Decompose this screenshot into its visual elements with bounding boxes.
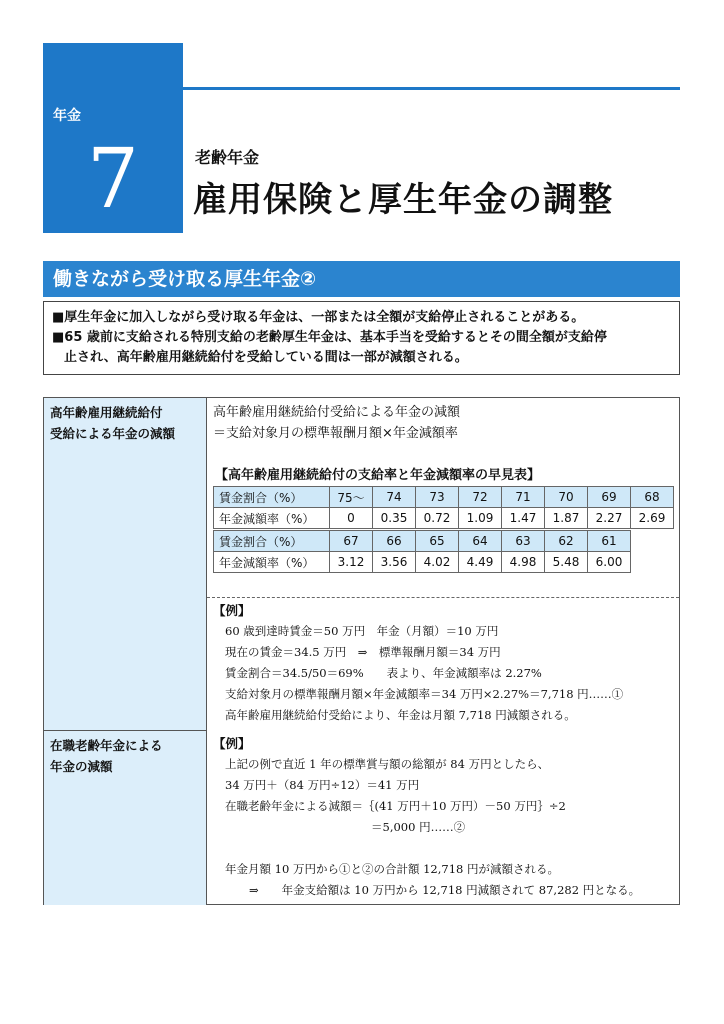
table-cell: 70 [545, 487, 588, 508]
summary-line-3: 止され、高年齢雇用継続給付を受給している間は一部が減額される。 [64, 350, 468, 365]
table-row [214, 508, 674, 529]
chapter-category: 年金 [53, 108, 81, 124]
table-cell: 0.35 [373, 508, 416, 529]
table-cell: 2.69 [631, 508, 674, 529]
example-1-line: 支給対象月の標準報酬月額×年金減額率＝34 万円×2.27%＝7,718 円……① [225, 687, 624, 701]
page-title: 雇用保険と厚生年金の調整 [193, 180, 613, 220]
formula-line-1: 高年齢雇用継続給付受給による年金の減額 [213, 405, 461, 420]
table-cell: 74 [373, 487, 416, 508]
table-cell: 75～ [330, 487, 373, 508]
table-cell: 3.56 [373, 552, 416, 573]
table-cell: 6.00 [588, 552, 631, 573]
row2-label-line-2: 年金の減額 [50, 759, 113, 774]
table-cell: 4.49 [459, 552, 502, 573]
table-header-cell: 年金減額率（%） [214, 552, 330, 573]
summary-line-2: ■65 歳前に支給される特別支給の老齢厚生年金は、基本手当を受給するとその間全額が支給停 [52, 330, 607, 345]
chapter-number: 7 [86, 132, 140, 227]
page-subtitle: 老齢年金 [195, 148, 260, 167]
rate-table-2 [213, 530, 631, 573]
table-header-cell: 年金減額率（%） [214, 508, 330, 529]
example-2-line: 上記の例で直近 1 年の標準賞与額の総額が 84 万円としたら、 [225, 757, 550, 771]
table-header-cell: 賃金割合（%） [214, 487, 330, 508]
table-cell: 67 [330, 531, 373, 552]
example-2-heading: 【例】 [213, 736, 251, 751]
summary-box [43, 301, 680, 375]
table-row [214, 531, 631, 552]
table-cell: 1.09 [459, 508, 502, 529]
summary-line-1: ■厚生年金に加入しながら受け取る年金は、一部または全額が支給停止されることがある。 [52, 310, 585, 325]
row2-label [44, 731, 207, 905]
table-row [214, 487, 674, 508]
table-cell: 61 [588, 531, 631, 552]
dashed-divider [207, 597, 679, 598]
table-cell: 66 [373, 531, 416, 552]
table-cell: 71 [502, 487, 545, 508]
example-2-line: ⇒ 年金支給額は 10 万円から 12,718 円減額されて 87,282 円となる。 [249, 883, 641, 897]
row1-label-line-2: 受給による年金の減額 [50, 426, 176, 441]
table-cell: 4.98 [502, 552, 545, 573]
rate-table-title: 【高年齢雇用継続給付の支給率と年金減額率の早見表】 [215, 468, 541, 483]
table-cell: 69 [588, 487, 631, 508]
example-1-line: 高年齢雇用継続給付受給により、年金は月額 7,718 円減額される。 [225, 708, 576, 722]
table-cell: 3.12 [330, 552, 373, 573]
table-cell: 73 [416, 487, 459, 508]
table-cell: 0 [330, 508, 373, 529]
table-cell: 4.02 [416, 552, 459, 573]
row2-label-line-1: 在職老齢年金による [50, 738, 163, 753]
table-cell: 1.47 [502, 508, 545, 529]
section-heading: 働きながら受け取る厚生年金② [43, 261, 680, 297]
table-cell: 2.27 [588, 508, 631, 529]
example-2 [213, 733, 640, 901]
table-cell: 68 [631, 487, 674, 508]
example-1-heading: 【例】 [213, 603, 251, 618]
table-cell: 62 [545, 531, 588, 552]
table-cell: 65 [416, 531, 459, 552]
table-cell: 72 [459, 487, 502, 508]
row1-content [207, 398, 679, 731]
table-cell: 0.72 [416, 508, 459, 529]
row1-label [44, 398, 207, 731]
example-1-line: 賃金割合＝34.5/50＝69% 表より、年金減額率は 2.27% [225, 666, 542, 680]
table-row [214, 552, 631, 573]
table-cell: 1.87 [545, 508, 588, 529]
chapter-badge [43, 43, 183, 233]
formula-line-2: ＝支給対象月の標準報酬月額×年金減額率 [213, 426, 458, 441]
header-rule [183, 87, 680, 90]
table-cell: 63 [502, 531, 545, 552]
detail-table [43, 397, 680, 905]
spacer [213, 838, 640, 859]
example-1 [213, 600, 623, 726]
rate-table-1 [213, 486, 674, 529]
example-1-line: 現在の賃金＝34.5 万円 ⇒ 標準報酬月額＝34 万円 [225, 645, 501, 659]
table-cell: 64 [459, 531, 502, 552]
example-2-line: 34 万円＋（84 万円÷12）＝41 万円 [225, 778, 420, 792]
table-header-cell: 賃金割合（%） [214, 531, 330, 552]
example-2-line: ＝5,000 円……② [371, 820, 466, 834]
example-2-line: 年金月額 10 万円から①と②の合計額 12,718 円が減額される。 [225, 862, 559, 876]
formula [213, 402, 460, 444]
row1-label-line-1: 高年齢雇用継続給付 [50, 405, 163, 420]
example-2-line: 在職老齢年金による減額＝｛(41 万円＋10 万円）－50 万円｝÷2 [225, 799, 566, 813]
table-cell: 5.48 [545, 552, 588, 573]
example-1-line: 60 歳到達時賃金＝50 万円 年金（月額）＝10 万円 [225, 624, 499, 638]
